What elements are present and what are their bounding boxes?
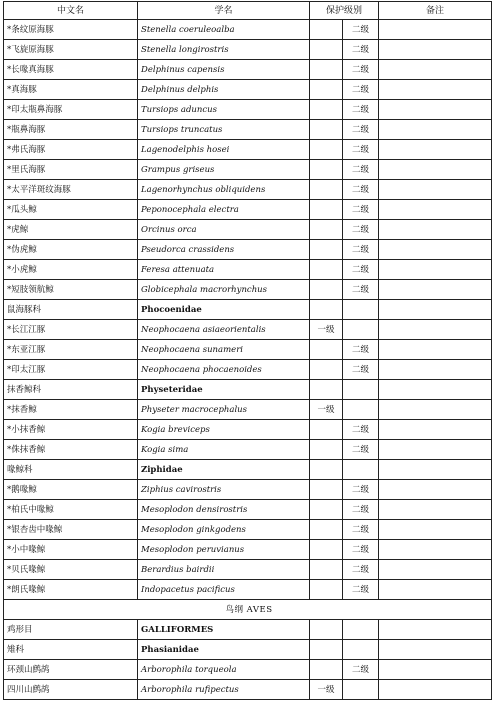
species-row [4,660,492,680]
scientific-name-cell: Indopacetus pacificus [138,580,310,600]
level-one-cell [310,660,343,680]
chinese-name-cell: *里氏海豚 [4,160,138,180]
level-two-cell: 二级 [343,360,379,380]
scientific-name-cell: Neophocaena phocaenoides [138,360,310,380]
species-row [4,160,492,180]
scientific-name-cell: Kogia breviceps [138,420,310,440]
remarks-cell [379,380,492,400]
level-two-cell: 二级 [343,80,379,100]
chinese-name-header: 中文名 [4,2,138,20]
chinese-name-cell: *侏抹香鲸 [4,440,138,460]
level-two-cell: 二级 [343,500,379,520]
chinese-name-cell: *瓶鼻海豚 [4,120,138,140]
species-row [4,560,492,580]
scientific-name-cell: Tursiops aduncus [138,100,310,120]
chinese-name-cell: *虎鲸 [4,220,138,240]
remarks-cell [379,660,492,680]
remarks-cell [379,60,492,80]
level-two-cell [343,380,379,400]
scientific-name-cell: Stenella longirostris [138,40,310,60]
remarks-cell [379,500,492,520]
level-one-cell [310,140,343,160]
remarks-cell [379,40,492,60]
scientific-name-cell: Tursiops truncatus [138,120,310,140]
remarks-cell [379,220,492,240]
level-one-cell [310,80,343,100]
level-one-cell [310,180,343,200]
class-row [4,600,492,620]
species-row [4,200,492,220]
remarks-cell [379,440,492,460]
level-one-cell: 一级 [310,320,343,340]
chinese-name-cell: *长喙真海豚 [4,60,138,80]
level-two-cell [343,400,379,420]
scientific-name-cell: Physeteridae [138,380,310,400]
chinese-name-cell: 雉科 [4,640,138,660]
level-two-cell: 二级 [343,100,379,120]
remarks-cell [379,280,492,300]
remarks-cell [379,120,492,140]
level-two-cell: 二级 [343,200,379,220]
table-header-row [4,2,492,20]
level-two-cell [343,640,379,660]
species-row [4,140,492,160]
level-one-cell [310,160,343,180]
remarks-cell [379,200,492,220]
level-two-cell: 二级 [343,280,379,300]
scientific-name-cell: Globicephala macrorhynchus [138,280,310,300]
chinese-name-cell: 四川山鹧鸪 [4,680,138,700]
remarks-cell [379,480,492,500]
remarks-cell [379,560,492,580]
chinese-name-cell: 抹香鲸科 [4,380,138,400]
chinese-name-cell: *印太瓶鼻海豚 [4,100,138,120]
scientific-name-cell: Mesoplodon densirostris [138,500,310,520]
remarks-cell [379,580,492,600]
chinese-name-cell: *瓜头鲸 [4,200,138,220]
level-one-cell [310,620,343,640]
species-row [4,260,492,280]
remarks-cell [379,620,492,640]
chinese-name-cell: *小中喙鲸 [4,540,138,560]
chinese-name-cell: *抹香鲸 [4,400,138,420]
scientific-name-cell: Orcinus orca [138,220,310,240]
remarks-cell [379,140,492,160]
species-row [4,180,492,200]
level-one-cell [310,200,343,220]
species-row [4,20,492,40]
scientific-name-cell: Ziphius cavirostris [138,480,310,500]
species-row [4,520,492,540]
chinese-name-cell: *柏氏中喙鲸 [4,500,138,520]
scientific-name-cell: Mesoplodon peruvianus [138,540,310,560]
level-two-cell [343,620,379,640]
scientific-name-cell: Arborophila rufipectus [138,680,310,700]
scientific-name-cell: Lagenodelphis hosei [138,140,310,160]
level-two-cell: 二级 [343,220,379,240]
level-one-cell [310,100,343,120]
scientific-name-cell: Arborophila torqueola [138,660,310,680]
level-two-cell: 二级 [343,340,379,360]
chinese-name-cell: *飞旋原海豚 [4,40,138,60]
level-two-cell: 二级 [343,520,379,540]
species-protection-table [3,1,492,700]
level-one-cell: 一级 [310,680,343,700]
remarks-cell [379,240,492,260]
chinese-name-cell: *银杏齿中喙鲸 [4,520,138,540]
chinese-name-cell: *贝氏喙鲸 [4,560,138,580]
remarks-cell [379,300,492,320]
scientific-name-cell: Neophocaena sunameri [138,340,310,360]
chinese-name-cell: *印太江豚 [4,360,138,380]
scientific-name-cell: GALLIFORMES [138,620,310,640]
species-row [4,280,492,300]
scientific-name-cell: Ziphidae [138,460,310,480]
chinese-name-cell: *太平洋斑纹海豚 [4,180,138,200]
level-two-cell [343,460,379,480]
remarks-cell [379,100,492,120]
species-row [4,580,492,600]
scientific-name-cell: Berardius bairdii [138,560,310,580]
level-two-cell [343,320,379,340]
chinese-name-cell: *短肢领航鲸 [4,280,138,300]
level-two-cell: 二级 [343,540,379,560]
level-one-cell [310,220,343,240]
level-one-cell [310,520,343,540]
chinese-name-cell: *伪虎鲸 [4,240,138,260]
remarks-cell [379,340,492,360]
species-row [4,320,492,340]
species-row [4,80,492,100]
remarks-cell [379,520,492,540]
species-row [4,220,492,240]
remarks-cell [379,160,492,180]
scientific-name-cell: Stenella coeruleoalba [138,20,310,40]
level-two-cell: 二级 [343,140,379,160]
remarks-cell [379,320,492,340]
species-row [4,360,492,380]
table-body [4,20,492,700]
remarks-cell [379,460,492,480]
family-row [4,460,492,480]
level-two-cell: 二级 [343,660,379,680]
chinese-name-cell: 鼠海豚科 [4,300,138,320]
chinese-name-cell: *小虎鲸 [4,260,138,280]
level-two-cell: 二级 [343,20,379,40]
level-one-cell [310,260,343,280]
level-two-cell [343,680,379,700]
level-one-cell [310,60,343,80]
chinese-name-cell: *鹅喙鲸 [4,480,138,500]
species-row [4,400,492,420]
scientific-name-cell: Peponocephala electra [138,200,310,220]
scientific-name-cell: Delphinus delphis [138,80,310,100]
family-row [4,380,492,400]
level-two-cell: 二级 [343,60,379,80]
species-row [4,440,492,460]
scientific-name-header: 学名 [138,2,310,20]
chinese-name-cell: *小抹香鲸 [4,420,138,440]
chinese-name-cell: *长江江豚 [4,320,138,340]
scientific-name-cell: Lagenorhynchus obliquidens [138,180,310,200]
level-one-cell [310,540,343,560]
remarks-cell [379,640,492,660]
level-two-cell: 二级 [343,480,379,500]
species-row [4,500,492,520]
level-one-cell [310,580,343,600]
remarks-header: 备注 [379,2,492,20]
level-one-cell [310,280,343,300]
level-one-cell: 一级 [310,400,343,420]
chinese-name-cell: *弗氏海豚 [4,140,138,160]
level-two-cell: 二级 [343,420,379,440]
family-row [4,300,492,320]
level-one-cell [310,20,343,40]
species-row [4,480,492,500]
level-one-cell [310,40,343,60]
level-one-cell [310,120,343,140]
species-row [4,420,492,440]
species-row [4,100,492,120]
scientific-name-cell: Pseudorca crassidens [138,240,310,260]
chinese-name-cell: 鸡形目 [4,620,138,640]
remarks-cell [379,540,492,560]
level-two-cell: 二级 [343,180,379,200]
level-one-cell [310,460,343,480]
chinese-name-cell: *条纹原海豚 [4,20,138,40]
scientific-name-cell: Physeter macrocephalus [138,400,310,420]
family-row [4,640,492,660]
remarks-cell [379,680,492,700]
remarks-cell [379,360,492,380]
remarks-cell [379,20,492,40]
level-one-cell [310,340,343,360]
scientific-name-cell: Kogia sima [138,440,310,460]
remarks-cell [379,420,492,440]
class-name: 鸟纲 AVES [4,600,492,620]
level-two-cell: 二级 [343,160,379,180]
species-row [4,40,492,60]
level-two-cell: 二级 [343,260,379,280]
remarks-cell [379,80,492,100]
scientific-name-cell: Mesoplodon ginkgodens [138,520,310,540]
species-row [4,240,492,260]
chinese-name-cell: *真海豚 [4,80,138,100]
level-two-cell: 二级 [343,120,379,140]
level-two-cell: 二级 [343,560,379,580]
level-one-cell [310,420,343,440]
species-row [4,120,492,140]
level-one-cell [310,300,343,320]
level-one-cell [310,380,343,400]
species-row [4,680,492,700]
species-row [4,340,492,360]
chinese-name-cell: *东亚江豚 [4,340,138,360]
scientific-name-cell: Phocoenidae [138,300,310,320]
remarks-cell [379,180,492,200]
level-two-cell: 二级 [343,580,379,600]
level-one-cell [310,500,343,520]
scientific-name-cell: Feresa attenuata [138,260,310,280]
remarks-cell [379,260,492,280]
scientific-name-cell: Phasianidae [138,640,310,660]
level-one-cell [310,240,343,260]
level-one-cell [310,360,343,380]
level-one-cell [310,480,343,500]
protection-level-header: 保护级别 [310,2,379,20]
level-two-cell: 二级 [343,40,379,60]
level-two-cell [343,300,379,320]
scientific-name-cell: Neophocaena asiaeorientalis [138,320,310,340]
chinese-name-cell: 喙鲸科 [4,460,138,480]
species-row [4,540,492,560]
chinese-name-cell: *朗氏喙鲸 [4,580,138,600]
species-row [4,60,492,80]
level-two-cell: 二级 [343,240,379,260]
level-one-cell [310,560,343,580]
chinese-name-cell: 环颈山鹧鸪 [4,660,138,680]
remarks-cell [379,400,492,420]
scientific-name-cell: Delphinus capensis [138,60,310,80]
order-row [4,620,492,640]
level-one-cell [310,440,343,460]
level-one-cell [310,640,343,660]
scientific-name-cell: Grampus griseus [138,160,310,180]
level-two-cell: 二级 [343,440,379,460]
